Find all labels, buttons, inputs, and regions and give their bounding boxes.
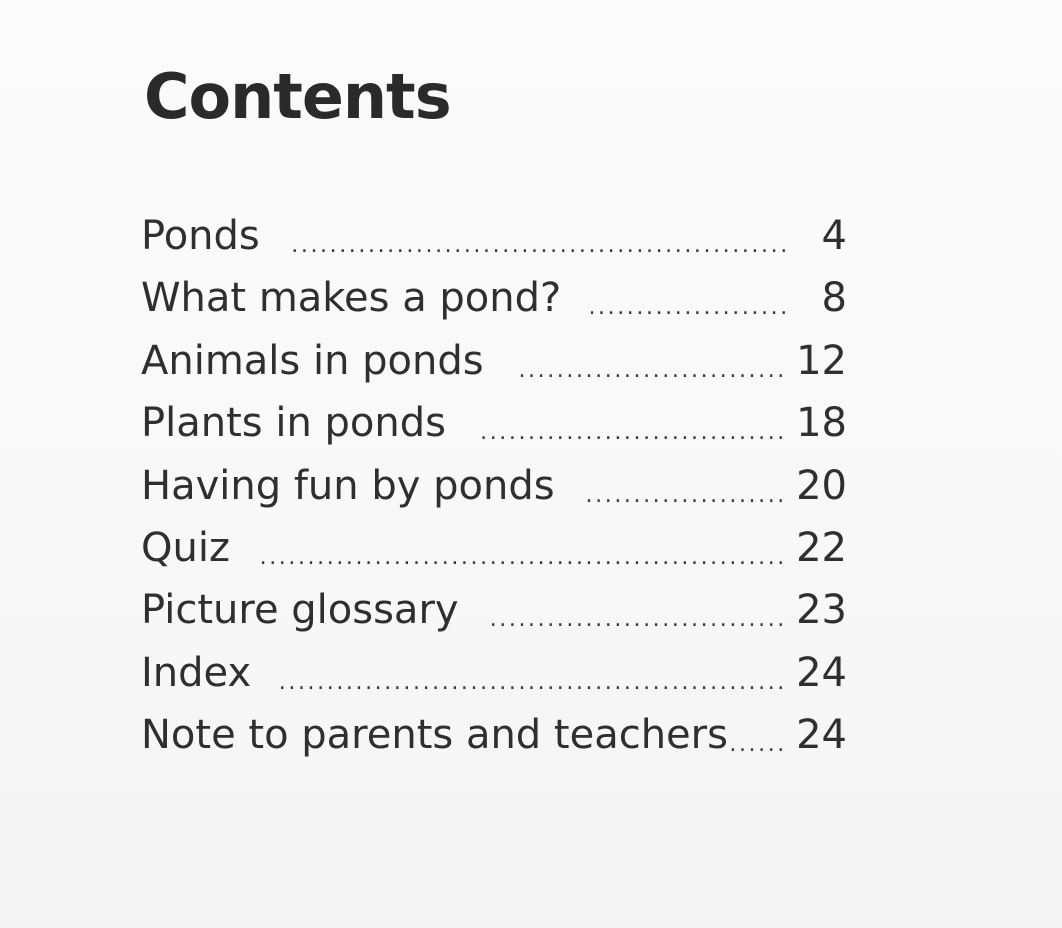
toc-entry <box>141 455 847 517</box>
dot-leader <box>281 663 782 703</box>
toc-entry <box>141 392 847 454</box>
dot-leader <box>489 600 783 640</box>
toc-entry <box>141 642 847 704</box>
toc-entry <box>141 205 847 267</box>
table-of-contents <box>141 205 847 767</box>
toc-entry <box>141 267 847 329</box>
toc-entry-label: Note to parents and teachers <box>141 712 728 759</box>
dot-leader <box>728 725 782 765</box>
toc-entry-page: 24 <box>796 649 847 696</box>
toc-entry-label: Animals in ponds <box>141 337 484 384</box>
toc-entry-page: 24 <box>796 712 847 759</box>
toc-entry-page: 23 <box>796 587 847 634</box>
toc-entry-label: Having fun by ponds <box>141 462 555 509</box>
toc-entry <box>141 517 847 579</box>
toc-entry-label: Ponds <box>141 213 260 259</box>
toc-entry-label: Quiz <box>141 524 230 571</box>
dot-leader <box>585 476 783 516</box>
toc-entry-label: Index <box>141 649 252 696</box>
toc-entry-page: 18 <box>796 400 847 447</box>
toc-entry-label: What makes a pond? <box>141 275 562 322</box>
dot-leader <box>514 351 782 391</box>
dot-leader <box>476 413 782 453</box>
toc-entry-page: 12 <box>796 337 847 384</box>
dot-leader <box>591 288 785 328</box>
dot-leader <box>290 226 785 266</box>
toc-entry <box>141 330 847 392</box>
toc-entry <box>141 579 847 641</box>
toc-entry-page: 22 <box>796 524 847 571</box>
toc-entry-label: Picture glossary <box>141 587 459 634</box>
toc-entry-page: 8 <box>821 275 847 322</box>
toc-entry <box>141 704 847 766</box>
contents-heading: Contents <box>144 60 451 133</box>
toc-entry-page: 4 <box>821 213 847 259</box>
toc-entry-page: 20 <box>796 462 847 509</box>
toc-entry-label: Plants in ponds <box>141 400 446 447</box>
dot-leader <box>260 538 782 578</box>
